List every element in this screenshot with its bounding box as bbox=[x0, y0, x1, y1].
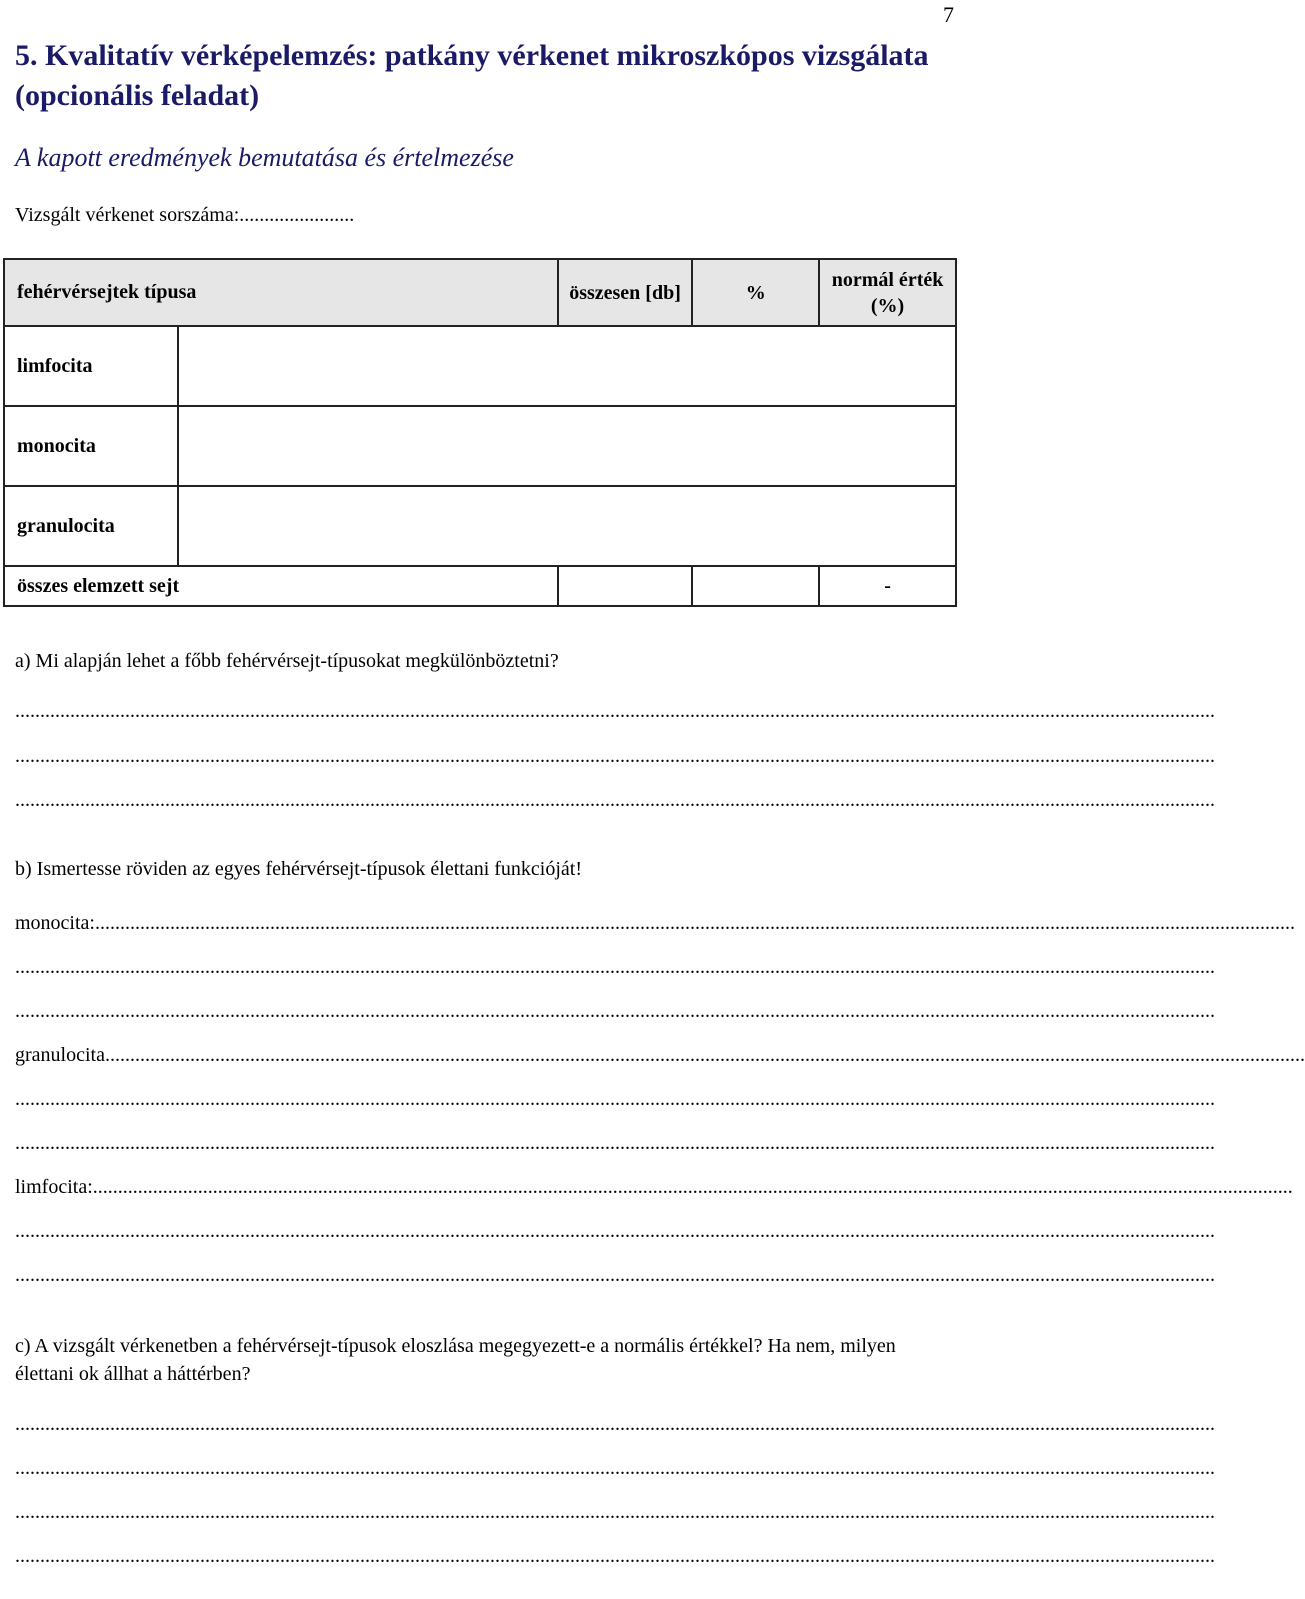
question-c: c) A vizsgált vérkenetben a fehérvérsejt-típusok eloszlása megegyezett-e a normális értékkel? Ha nem, milyen élettani ok állhat a háttérben? bbox=[15, 1335, 896, 1385]
answer-dots: ................................................................................................................................................................................................................................................ bbox=[104, 1044, 1305, 1066]
page-number: 7 bbox=[943, 2, 954, 27]
row-label-total: összes elemzett sejt bbox=[4, 566, 558, 606]
monocita-answer-line[interactable] bbox=[15, 912, 1295, 935]
sample-number-label: Vizsgált vérkenet sorszáma:....................... bbox=[15, 204, 355, 226]
total-normal-cell: - bbox=[819, 566, 956, 606]
table-row bbox=[4, 326, 956, 406]
row-label-granulocita: granulocita bbox=[4, 486, 178, 566]
question-b: b) Ismertesse röviden az egyes fehérvérsejt-típusok élettani funkcióját! bbox=[15, 858, 583, 880]
answer-line[interactable]: ................................................................................................................................................................................................................................................ bbox=[15, 745, 1215, 767]
table-row bbox=[4, 486, 956, 566]
question-a: a) Mi alapján lehet a főbb fehérvérsejt-típusokat megkülönböztetni? bbox=[15, 650, 559, 672]
answer-line[interactable]: ................................................................................................................................................................................................................................................ bbox=[15, 1000, 1215, 1022]
limfocita-answer-line[interactable] bbox=[15, 1176, 1293, 1199]
section-subtitle: A kapott eredmények bemutatása és értelmezése bbox=[15, 143, 514, 172]
answer-line[interactable]: ................................................................................................................................................................................................................................................ bbox=[15, 1457, 1215, 1479]
granulocita-label: granulocita bbox=[15, 1044, 105, 1066]
header-normal: normál érték (%) bbox=[819, 259, 956, 326]
header-percent: % bbox=[692, 259, 819, 326]
answer-line[interactable]: ................................................................................................................................................................................................................................................ bbox=[15, 1413, 1215, 1435]
answer-line[interactable]: ................................................................................................................................................................................................................................................ bbox=[15, 700, 1215, 722]
granulocita-empty-cell[interactable] bbox=[178, 486, 956, 566]
table-row bbox=[4, 406, 956, 486]
answer-line[interactable]: ................................................................................................................................................................................................................................................ bbox=[15, 1264, 1215, 1286]
header-type: fehérvérsejtek típusa bbox=[4, 259, 558, 326]
answer-line[interactable]: ................................................................................................................................................................................................................................................ bbox=[15, 1501, 1215, 1523]
row-label-limfocita: limfocita bbox=[4, 326, 178, 406]
limfocita-empty-cell[interactable] bbox=[178, 326, 956, 406]
answer-dots: ................................................................................................................................................................................................................................................ bbox=[94, 912, 1295, 934]
answer-line[interactable]: ................................................................................................................................................................................................................................................ bbox=[15, 1220, 1215, 1242]
granulocita-answer-line[interactable] bbox=[15, 1044, 1305, 1067]
answer-line[interactable]: ................................................................................................................................................................................................................................................ bbox=[15, 789, 1215, 811]
answer-line[interactable]: ................................................................................................................................................................................................................................................ bbox=[15, 1545, 1215, 1567]
table-header-row bbox=[4, 259, 956, 326]
answer-dots: ................................................................................................................................................................................................................................................ bbox=[92, 1176, 1293, 1198]
monocita-empty-cell[interactable] bbox=[178, 406, 956, 486]
monocita-label: monocita: bbox=[15, 912, 95, 934]
total-count-cell[interactable] bbox=[558, 566, 693, 606]
answer-line[interactable]: ................................................................................................................................................................................................................................................ bbox=[15, 1088, 1215, 1110]
wbc-count-table bbox=[3, 258, 957, 607]
header-count: összesen [db] bbox=[558, 259, 693, 326]
answer-line[interactable]: ................................................................................................................................................................................................................................................ bbox=[15, 1132, 1215, 1154]
section-title: 5. Kvalitatív vérképelemzés: patkány vérkenet mikroszkópos vizsgálata (opcionális feladat) bbox=[15, 39, 929, 112]
limfocita-label: limfocita: bbox=[15, 1176, 93, 1198]
total-percent-cell[interactable] bbox=[692, 566, 819, 606]
answer-line[interactable]: ................................................................................................................................................................................................................................................ bbox=[15, 956, 1215, 978]
table-row bbox=[4, 566, 956, 606]
row-label-monocita: monocita bbox=[4, 406, 178, 486]
